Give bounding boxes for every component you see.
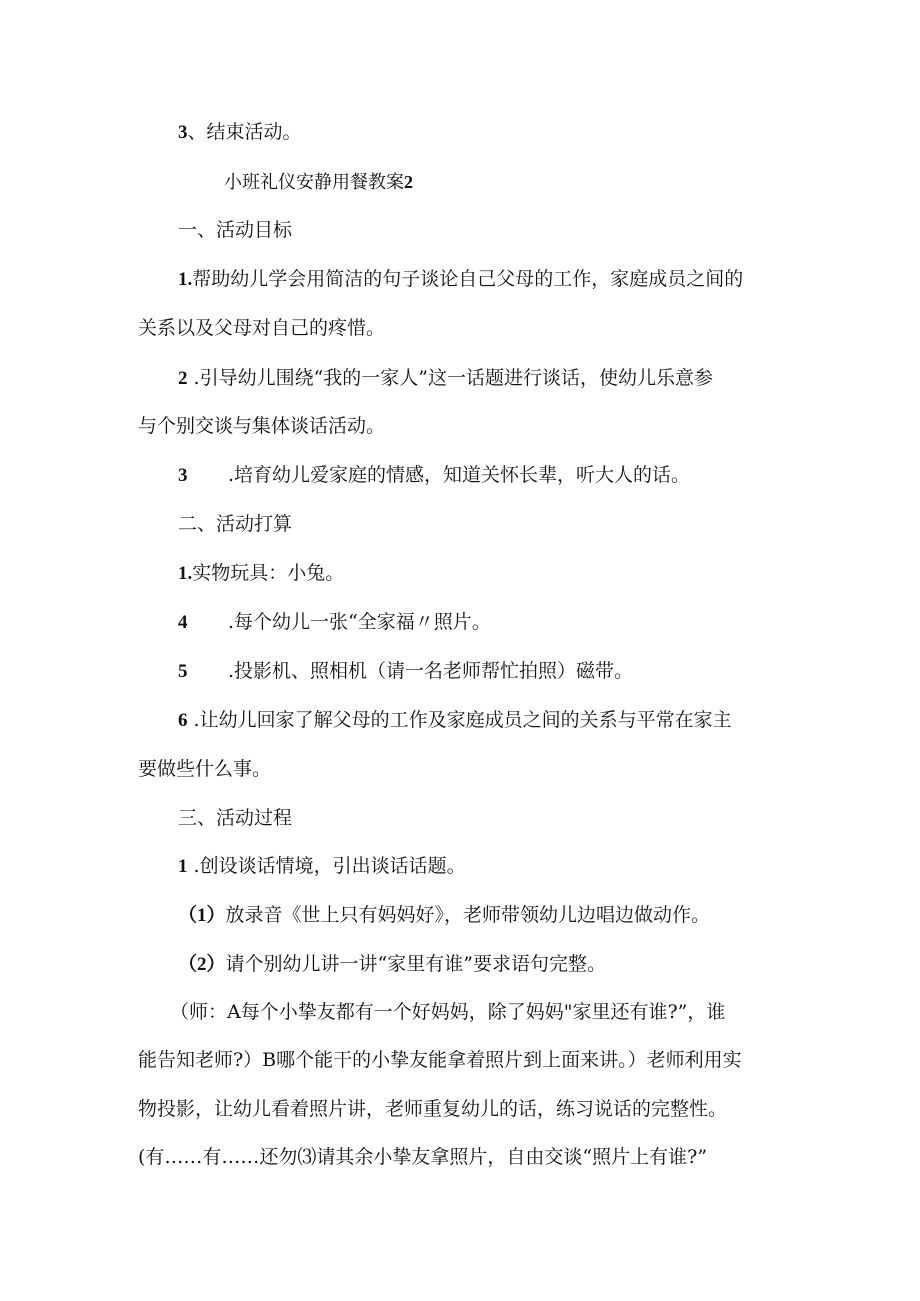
- section-heading-goals: 一、活动目标: [178, 219, 293, 241]
- paragraph-line: 要做些什么事。: [138, 758, 272, 780]
- paragraph-line: 1 .创设谈话情境，引出谈话话题。: [178, 855, 466, 877]
- paragraph-line: （1）放录音《世上只有妈妈好》，老师带领幼儿边唱边做动作。: [178, 904, 711, 926]
- paragraph-line: 1.帮助幼儿学会用简洁的句子谈论自己父母的工作，家庭成员之间的: [178, 268, 744, 290]
- end-activity-line: 3、结束活动。: [178, 121, 302, 143]
- lesson-title: 小班礼仪安静用餐教案2: [224, 172, 413, 193]
- paragraph-line: 4 .每个幼儿一张“全家福〃照片。: [178, 611, 491, 633]
- paragraph-line: 关系以及父母对自己的疼惜。: [138, 317, 386, 339]
- paragraph-line: 2 .引导幼儿围绕“我的一家人”这一话题进行谈话，使幼儿乐意参: [178, 367, 714, 389]
- paragraph-line: 物投影，让幼儿看着照片讲，老师重复幼儿的话，练习说话的完整性。: [138, 1098, 728, 1120]
- paragraph-line: 5 .投影机、照相机（请一名老师帮忙拍照）磁带。: [178, 660, 634, 682]
- paragraph-line: 1.实物玩具：小兔。: [178, 562, 345, 584]
- paragraph-line: 6 .让幼儿回家了解父母的工作及家庭成员之间的关系与平常在家主: [178, 709, 732, 731]
- paragraph-line: （师：A每个小挚友都有一个好妈妈，除了妈妈"家里还有谁?”，谁: [170, 1001, 726, 1023]
- section-heading-process: 三、活动过程: [178, 807, 293, 829]
- paragraph-line: （2）请个别幼儿讲一讲“家里有谁”要求语句完整。: [178, 953, 606, 975]
- paragraph-line: 与个别交谈与集体谈话活动。: [138, 415, 386, 437]
- paragraph-line: (有……有……还勿⑶请其余小挚友拿照片，自由交谈“照片上有谁?”: [138, 1146, 708, 1168]
- section-heading-prep: 二、活动打算: [178, 513, 293, 535]
- paragraph-line: 3 .培育幼儿爱家庭的情感，知道关怀长辈，听大人的话。: [178, 464, 691, 486]
- paragraph-line: 能告知老师?）B哪个能干的小挚友能拿着照片到上面来讲。）老师利用实: [138, 1049, 742, 1071]
